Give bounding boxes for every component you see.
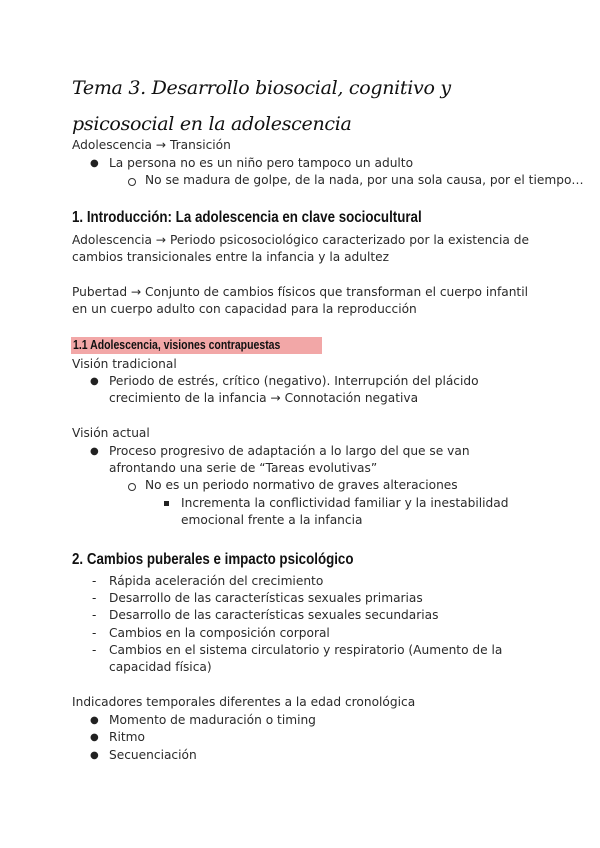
section-1-heading: 1. Introducción: La adolescencia en clave sociocultural <box>72 209 422 226</box>
circle-bullet-icon <box>128 178 136 186</box>
list-item: Rápida aceleración del crecimiento <box>109 574 324 588</box>
bullet-dot-icon: ● <box>90 376 99 387</box>
dash-bullet-icon: - <box>92 591 97 605</box>
list-item: Momento de maduración o timing <box>109 713 316 727</box>
section-1-para-adolescencia: Adolescencia → Periodo psicosociológico caracterizado por la existencia de cambios transicionales entre la infancia y la adultez <box>72 233 529 264</box>
list-item: Secuenciación <box>109 748 197 762</box>
section-1-para-pubertad: Pubertad → Conjunto de cambios físicos que transforman el cuerpo infantil en un cuerpo adulto con capacidad para la reproducción <box>72 285 528 316</box>
intro-sub-bullet: No se madura de golpe, de la nada, por una sola causa, por el tiempo… <box>145 173 584 187</box>
bullet-dot-icon: ● <box>90 750 99 761</box>
vision-actual-bullet: Proceso progresivo de adaptación a lo largo del que se van afrontando una serie de “Tareas evolutivas” <box>109 444 470 475</box>
circle-bullet-icon <box>128 483 136 491</box>
list-item: Ritmo <box>109 730 145 744</box>
dash-bullet-icon: - <box>92 643 97 657</box>
list-item: Desarrollo de las características sexuales secundarias <box>109 608 439 622</box>
section-2-heading: 2. Cambios puberales e impacto psicológico <box>72 551 354 568</box>
bullet-dot-icon: ● <box>90 732 99 743</box>
vision-actual-sub-bullet: No es un periodo normativo de graves alteraciones <box>145 478 458 492</box>
section-1-1-heading <box>71 337 322 354</box>
list-item: Cambios en el sistema circulatorio y respiratorio (Aumento de la capacidad física) <box>109 643 503 674</box>
vision-tradicional-label: Visión tradicional <box>72 357 177 371</box>
bullet-dot-icon: ● <box>90 715 99 726</box>
page-title: Tema 3. Desarrollo biosocial, cognitivo y psicosocial en la adolescencia <box>72 77 451 135</box>
indicators-label: Indicadores temporales diferentes a la edad cronológica <box>72 695 416 709</box>
vision-tradicional-bullet: Periodo de estrés, crítico (negativo). Interrupción del plácido crecimiento de la infancia → Connotación negativa <box>109 374 479 405</box>
intro-bullet: La persona no es un niño pero tampoco un adulto <box>109 156 414 170</box>
bullet-dot-icon: ● <box>90 158 99 169</box>
intro-line: Adolescencia → Transición <box>72 138 231 152</box>
vision-actual-label: Visión actual <box>72 426 150 440</box>
square-bullet-icon <box>164 501 169 506</box>
section-1-1-heading-text: 1.1 Adolescencia, visiones contrapuestas <box>73 338 281 352</box>
bullet-dot-icon: ● <box>90 446 99 457</box>
dash-bullet-icon: - <box>92 574 97 588</box>
dash-bullet-icon: - <box>92 608 97 622</box>
dash-bullet-icon: - <box>92 626 97 640</box>
list-item: Desarrollo de las características sexuales primarias <box>109 591 423 605</box>
list-item: Cambios en la composición corporal <box>109 626 330 640</box>
vision-actual-subsub-bullet: Incrementa la conflictividad familiar y la inestabilidad emocional frente a la infancia <box>181 496 509 527</box>
